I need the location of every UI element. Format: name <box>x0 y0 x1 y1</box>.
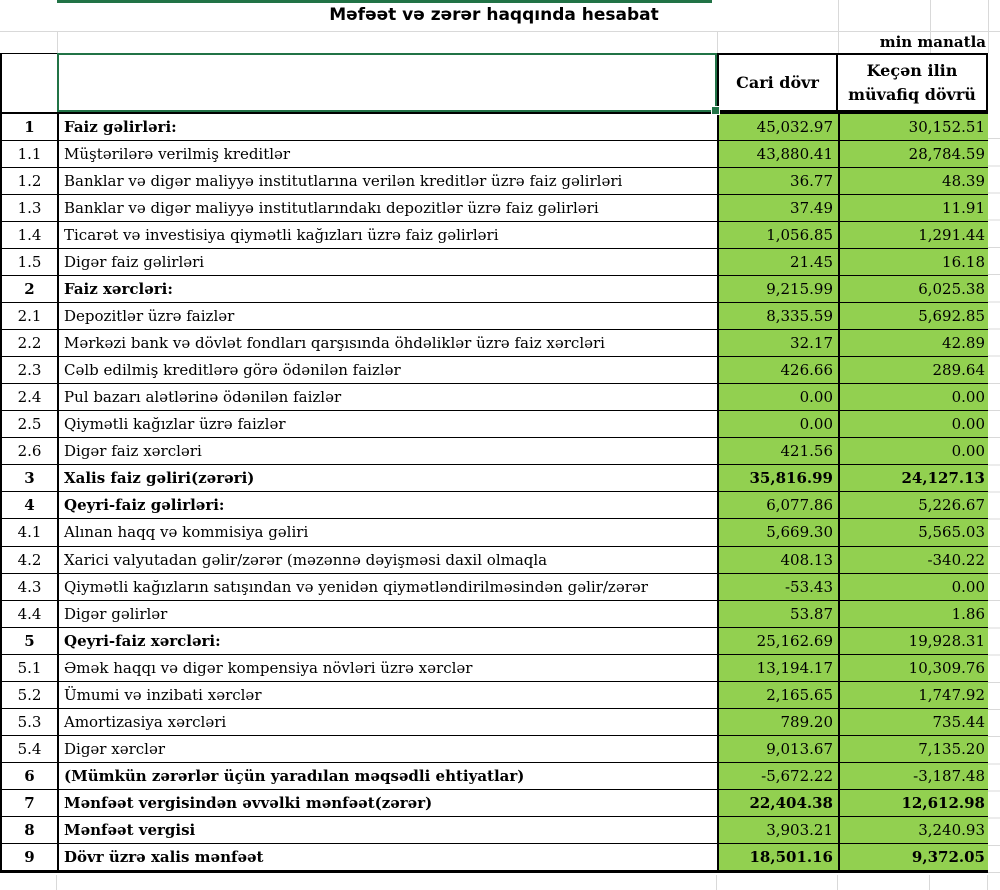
gridline <box>988 0 989 53</box>
gridline <box>837 875 838 890</box>
row-label-cell[interactable]: Qiymətli kağızların satışından və yenidən qiymətləndirilməsindən gəlir/zərər <box>59 574 719 600</box>
table-row <box>2 790 986 817</box>
table-row <box>2 303 986 330</box>
previous-period-cell[interactable]: 1,291.44 <box>840 222 990 248</box>
gridline <box>716 875 717 890</box>
table-row <box>2 628 986 655</box>
gridline-margin <box>988 112 1000 873</box>
table-row <box>2 276 986 303</box>
current-period-cell[interactable]: 18,501.16 <box>719 844 840 870</box>
table-row <box>2 222 986 249</box>
row-label-cell[interactable]: Mənfəət vergisi <box>59 817 719 843</box>
previous-period-cell[interactable]: 7,135.20 <box>840 736 990 762</box>
table-row <box>2 547 986 574</box>
current-period-cell[interactable]: 22,404.38 <box>719 790 840 816</box>
current-period-cell[interactable]: 37.49 <box>719 195 840 221</box>
row-label-cell[interactable]: (Mümkün zərərlər üçün yaradılan məqsədli ehtiyatlar) <box>59 763 719 789</box>
row-number-cell[interactable]: 4.1 <box>2 519 59 545</box>
row-number-cell[interactable]: 2.6 <box>2 438 59 464</box>
header-number-cell[interactable] <box>0 53 57 112</box>
row-number-cell[interactable]: 4.3 <box>2 574 59 600</box>
header-current-period[interactable]: Cari dövr <box>717 53 838 112</box>
current-period-cell[interactable]: 9,215.99 <box>719 276 840 302</box>
previous-period-cell[interactable]: 3,240.93 <box>840 817 990 843</box>
row-number-cell[interactable]: 1.3 <box>2 195 59 221</box>
selection-top-border <box>57 0 712 3</box>
previous-period-cell[interactable]: 735.44 <box>840 709 990 735</box>
previous-period-cell[interactable]: 30,152.51 <box>840 114 990 140</box>
row-number-cell[interactable]: 4 <box>2 492 59 518</box>
current-period-cell[interactable]: 53.87 <box>719 601 840 627</box>
previous-period-cell[interactable]: -3,187.48 <box>840 763 990 789</box>
table-row <box>2 817 986 844</box>
row-label-cell[interactable]: Digər gəlirlər <box>59 601 719 627</box>
row-label-cell[interactable]: Müştərilərə verilmiş kreditlər <box>59 141 719 167</box>
row-label-cell[interactable]: Depozitlər üzrə faizlər <box>59 303 719 329</box>
row-number-cell[interactable]: 2 <box>2 276 59 302</box>
row-label-cell[interactable]: Əmək haqqı və digər kompensiya növləri üzrə xərclər <box>59 655 719 681</box>
row-number-cell[interactable]: 2.3 <box>2 357 59 383</box>
previous-period-cell[interactable]: 0.00 <box>840 384 990 410</box>
table-row <box>2 168 986 195</box>
row-number-cell[interactable]: 1.5 <box>2 249 59 275</box>
current-period-cell[interactable]: 45,032.97 <box>719 114 840 140</box>
previous-period-cell[interactable]: 28,784.59 <box>840 141 990 167</box>
previous-period-cell[interactable]: 11.91 <box>840 195 990 221</box>
table-row <box>2 763 986 790</box>
row-label-cell[interactable]: Cəlb edilmiş kreditlərə görə ödənilən faizlər <box>59 357 719 383</box>
previous-period-cell[interactable]: 1.86 <box>840 601 990 627</box>
table-row <box>2 709 986 736</box>
current-period-cell[interactable]: 21.45 <box>719 249 840 275</box>
previous-period-cell[interactable]: 6,025.38 <box>840 276 990 302</box>
previous-period-cell[interactable]: -340.22 <box>840 547 990 573</box>
current-period-cell[interactable]: 25,162.69 <box>719 628 840 654</box>
current-period-cell[interactable]: 0.00 <box>719 384 840 410</box>
current-period-cell[interactable]: 426.66 <box>719 357 840 383</box>
row-label-cell[interactable]: Qeyri-faiz xərcləri: <box>59 628 719 654</box>
previous-period-cell[interactable]: 1,747.92 <box>840 682 990 708</box>
table-row <box>2 249 986 276</box>
table-row <box>2 384 986 411</box>
current-period-cell[interactable]: 2,165.65 <box>719 682 840 708</box>
previous-period-cell[interactable]: 5,226.67 <box>840 492 990 518</box>
row-number-cell[interactable]: 6 <box>2 763 59 789</box>
row-label-cell[interactable]: Ümumi və inzibati xərclər <box>59 682 719 708</box>
row-number-cell[interactable]: 7 <box>2 790 59 816</box>
row-number-cell[interactable]: 2.1 <box>2 303 59 329</box>
row-number-cell[interactable]: 1 <box>2 114 59 140</box>
previous-period-cell[interactable]: 0.00 <box>840 574 990 600</box>
previous-period-cell[interactable]: 19,928.31 <box>840 628 990 654</box>
row-label-cell[interactable]: Xarici valyutadan gəlir/zərər (məzənnə dəyişməsi daxil olmaqla <box>59 547 719 573</box>
unit-note[interactable]: min manatla <box>879 33 986 51</box>
table-row <box>2 601 986 628</box>
row-number-cell[interactable]: 5.1 <box>2 655 59 681</box>
current-period-cell[interactable]: 789.20 <box>719 709 840 735</box>
header-previous-period[interactable] <box>838 53 988 112</box>
row-label-cell[interactable]: Digər faiz gəlirləri <box>59 249 719 275</box>
row-number-cell[interactable]: 2.5 <box>2 411 59 437</box>
row-label-cell[interactable]: Dövr üzrə xalis mənfəət <box>59 844 719 870</box>
selection-fill-handle[interactable] <box>711 106 720 115</box>
row-number-cell[interactable]: 5.3 <box>2 709 59 735</box>
row-number-cell[interactable]: 5.2 <box>2 682 59 708</box>
row-number-cell[interactable]: 3 <box>2 465 59 491</box>
previous-period-cell[interactable]: 0.00 <box>840 411 990 437</box>
gridline <box>929 875 930 890</box>
header-previous-line1: Keçən ilin <box>866 61 958 81</box>
row-number-cell[interactable]: 5 <box>2 628 59 654</box>
current-period-cell[interactable]: -5,672.22 <box>719 763 840 789</box>
row-number-cell[interactable]: 1.1 <box>2 141 59 167</box>
current-period-cell[interactable]: 35,816.99 <box>719 465 840 491</box>
previous-period-cell[interactable]: 10,309.76 <box>840 655 990 681</box>
previous-period-cell[interactable]: 12,612.98 <box>840 790 990 816</box>
current-period-cell[interactable]: 5,669.30 <box>719 519 840 545</box>
row-label-cell[interactable]: Mənfəət vergisindən əvvəlki mənfəət(zərər) <box>59 790 719 816</box>
row-number-cell[interactable]: 2.2 <box>2 330 59 356</box>
table-row <box>2 114 986 141</box>
previous-period-cell[interactable]: 0.00 <box>840 438 990 464</box>
table-row <box>2 411 986 438</box>
row-label-cell[interactable]: Banklar və digər maliyyə institutlarındakı depozitlər üzrə faiz gəlirləri <box>59 195 719 221</box>
header-previous-line2: müvafiq dövrü <box>848 84 976 104</box>
current-period-cell[interactable]: 6,077.86 <box>719 492 840 518</box>
table-row <box>2 574 986 601</box>
current-period-cell[interactable]: 43,880.41 <box>719 141 840 167</box>
table-row <box>2 465 986 492</box>
table-row <box>2 682 986 709</box>
row-label-cell[interactable]: Digər faiz xərcləri <box>59 438 719 464</box>
row-label-cell[interactable]: Alınan haqq və kommisiya gəliri <box>59 519 719 545</box>
row-number-cell[interactable]: 2.4 <box>2 384 59 410</box>
row-number-cell[interactable]: 1.2 <box>2 168 59 194</box>
table-row <box>2 736 986 763</box>
table-row <box>2 492 986 519</box>
row-label-cell[interactable]: Amortizasiya xərcləri <box>59 709 719 735</box>
table-row <box>2 519 986 546</box>
current-period-cell[interactable]: 36.77 <box>719 168 840 194</box>
report-title[interactable]: Məfəət və zərər haqqında hesabat <box>329 5 659 25</box>
row-label-cell[interactable]: Mərkəzi bank və dövlət fondları qarşısında öhdəliklər üzrə faiz xərcləri <box>59 330 719 356</box>
row-label-cell[interactable]: Banklar və digər maliyyə institutlarına verilən kreditlər üzrə faiz gəlirləri <box>59 168 719 194</box>
row-number-cell[interactable]: 9 <box>2 844 59 870</box>
current-period-cell[interactable]: -53.43 <box>719 574 840 600</box>
table-row <box>2 141 986 168</box>
row-number-cell[interactable]: 4.2 <box>2 547 59 573</box>
current-period-cell[interactable]: 8,335.59 <box>719 303 840 329</box>
row-label-cell[interactable]: Pul bazarı alətlərinə ödənilən faizlər <box>59 384 719 410</box>
row-label-cell[interactable]: Faiz gəlirləri: <box>59 114 719 140</box>
table-row <box>2 438 986 465</box>
gridline <box>56 875 57 890</box>
current-period-cell[interactable]: 13,194.17 <box>719 655 840 681</box>
current-period-cell[interactable]: 32.17 <box>719 330 840 356</box>
gridline <box>987 875 988 890</box>
row-label-cell[interactable]: Qiymətli kağızlar üzrə faizlər <box>59 411 719 437</box>
row-number-cell[interactable]: 5.4 <box>2 736 59 762</box>
current-period-cell[interactable]: 0.00 <box>719 411 840 437</box>
previous-period-cell[interactable]: 9,372.05 <box>840 844 990 870</box>
header-description-cell selection-border[interactable] <box>57 53 717 112</box>
current-period-cell[interactable]: 9,013.67 <box>719 736 840 762</box>
table-row <box>2 844 986 870</box>
row-label-cell[interactable]: Qeyri-faiz gəlirləri: <box>59 492 719 518</box>
row-label-cell[interactable]: Xalis faiz gəliri(zərəri) <box>59 465 719 491</box>
current-period-cell[interactable]: 408.13 <box>719 547 840 573</box>
previous-period-cell[interactable]: 16.18 <box>840 249 990 275</box>
table-row <box>2 357 986 384</box>
previous-period-cell[interactable]: 48.39 <box>840 168 990 194</box>
gridline <box>0 31 1000 32</box>
report-table-body <box>0 112 988 873</box>
previous-period-cell[interactable]: 24,127.13 <box>840 465 990 491</box>
previous-period-cell[interactable]: 289.64 <box>840 357 990 383</box>
previous-period-cell[interactable]: 42.89 <box>840 330 990 356</box>
current-period-cell[interactable]: 3,903.21 <box>719 817 840 843</box>
row-label-cell[interactable]: Faiz xərcləri: <box>59 276 719 302</box>
previous-period-cell[interactable]: 5,692.85 <box>840 303 990 329</box>
row-number-cell[interactable]: 1.4 <box>2 222 59 248</box>
table-row <box>2 330 986 357</box>
row-label-cell[interactable]: Ticarət və investisiya qiymətli kağızları üzrə faiz gəlirləri <box>59 222 719 248</box>
table-row <box>2 195 986 222</box>
previous-period-cell[interactable]: 5,565.03 <box>840 519 990 545</box>
row-label-cell[interactable]: Digər xərclər <box>59 736 719 762</box>
row-number-cell[interactable]: 4.4 <box>2 601 59 627</box>
row-number-cell[interactable]: 8 <box>2 817 59 843</box>
current-period-cell[interactable]: 421.56 <box>719 438 840 464</box>
table-row <box>2 655 986 682</box>
current-period-cell[interactable]: 1,056.85 <box>719 222 840 248</box>
